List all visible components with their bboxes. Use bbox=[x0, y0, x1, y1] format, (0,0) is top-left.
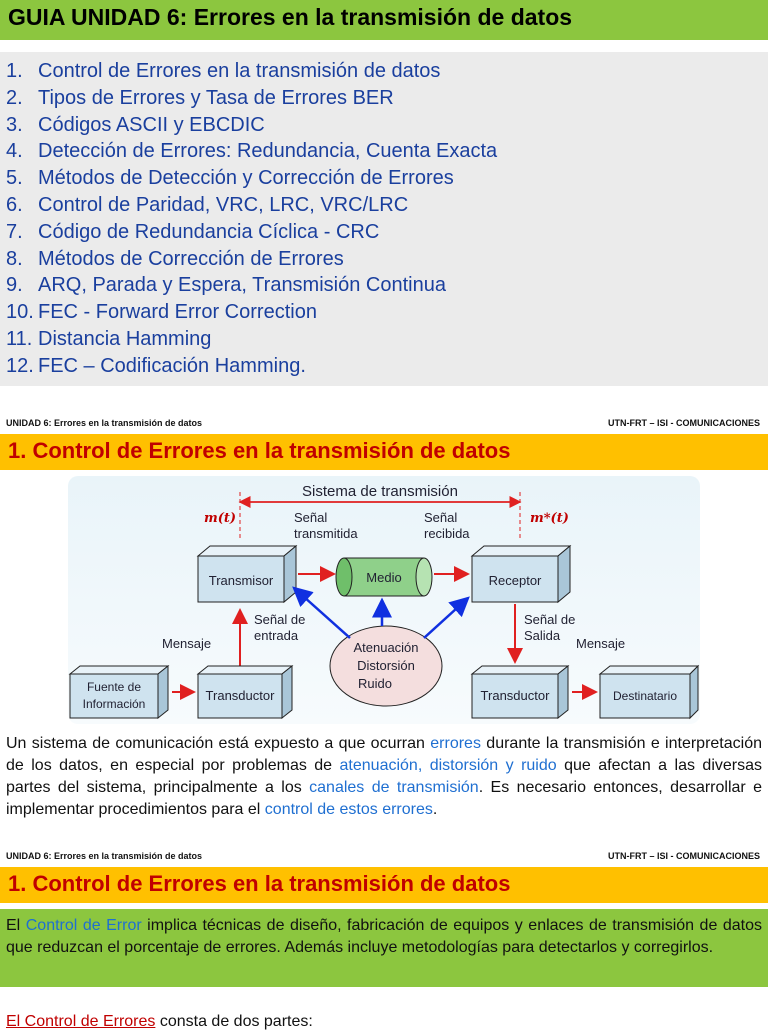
index-text: Código de Redundancia Cíclica - CRC bbox=[38, 220, 380, 243]
index-text: FEC – Codificación Hamming. bbox=[38, 354, 306, 377]
fuente-1: Fuente de bbox=[86, 680, 142, 694]
index-number: 2. bbox=[6, 86, 23, 109]
index-item bbox=[6, 326, 768, 353]
header-right-2: UTN-FRT – ISI - COMUNICACIONES bbox=[608, 851, 760, 861]
medio-label: Medio bbox=[366, 570, 402, 585]
index-item bbox=[6, 272, 768, 299]
page-header-1 bbox=[6, 418, 760, 428]
senal-recibida-1: Señal bbox=[424, 510, 458, 525]
index-item bbox=[6, 58, 768, 85]
transductor-right-label: Transductor bbox=[480, 688, 550, 703]
m-t-label: m(t) bbox=[204, 511, 237, 526]
index-item bbox=[6, 299, 768, 326]
paragraph-2: El Control de Error implica técnicas de diseño, fabricación de equipos y enlaces de transmisión de datos que reduzcan el porcentaje de errores. Además incluye metodologías para detectarlos y corregirlos. bbox=[0, 909, 768, 987]
senal-salida-2: Salida bbox=[524, 628, 561, 643]
senal-recibida-2: recibida bbox=[424, 526, 470, 541]
index-text: Códigos ASCII y EBCDIC bbox=[38, 113, 265, 136]
page-header-2 bbox=[6, 851, 760, 861]
index-text: Métodos de Corrección de Errores bbox=[38, 247, 344, 270]
mensaje-right: Mensaje bbox=[576, 636, 626, 651]
index-item bbox=[6, 192, 768, 219]
index-item bbox=[6, 165, 768, 192]
index-text: ARQ, Parada y Espera, Transmisión Continua bbox=[38, 274, 446, 297]
transmisor-label: Transmisor bbox=[208, 573, 274, 588]
index-number: 11. bbox=[6, 327, 33, 350]
index-number: 5. bbox=[6, 167, 23, 190]
noise-1: Atenuación bbox=[353, 640, 419, 655]
senal-entrada-1: Señal de bbox=[254, 612, 306, 627]
transmission-diagram bbox=[68, 476, 700, 724]
index-text: Métodos de Detección y Corrección de Errores bbox=[38, 167, 454, 190]
paragraph-1: Un sistema de comunicación está expuesto a que ocurran errores durante la transmisión e interpretación de los datos, en especial por problemas de atenuación, distorsión y ruido que afectan a las diversas partes del sistema, principalmente a los canales de transmisión. Es necesario entonces, desarrollar e implementar procedimientos para el control de estos errores. bbox=[6, 735, 763, 818]
fuente-2: Información bbox=[82, 697, 146, 711]
index-number: 9. bbox=[6, 274, 23, 297]
index-list bbox=[0, 52, 768, 386]
m-star-t-label: m*(t) bbox=[530, 511, 569, 526]
index-item bbox=[6, 246, 768, 273]
mensaje-left: Mensaje bbox=[162, 636, 212, 651]
index-number: 10. bbox=[6, 301, 34, 324]
senal-entrada-2: entrada bbox=[254, 628, 299, 643]
noise-3: Ruido bbox=[358, 676, 392, 691]
section-title-2: 1. Control de Errores en la transmisión de datos bbox=[0, 867, 768, 903]
index-number: 12. bbox=[6, 354, 34, 377]
index-item bbox=[6, 138, 768, 165]
index-number: 6. bbox=[6, 193, 23, 216]
guide-title: GUIA UNIDAD 6: Errores en la transmisión de datos bbox=[0, 0, 768, 40]
index-text: Control de Errores en la transmisión de datos bbox=[38, 60, 441, 82]
destinatario-label: Destinatario bbox=[612, 689, 678, 703]
transductor-left-label: Transductor bbox=[205, 688, 275, 703]
senal-transmitida-2: transmitida bbox=[294, 526, 358, 541]
index-item bbox=[6, 353, 768, 380]
index-text: Tipos de Errores y Tasa de Errores BER bbox=[38, 86, 394, 109]
header-left-2: UNIDAD 6: Errores en la transmisión de datos bbox=[6, 851, 203, 861]
index-text: Distancia Hamming bbox=[38, 327, 212, 350]
section-title-1: 1. Control de Errores en la transmisión de datos bbox=[0, 434, 768, 470]
index-number: 7. bbox=[6, 220, 23, 243]
index-text: Detección de Errores: Redundancia, Cuenta Exacta bbox=[38, 140, 498, 163]
index-text: FEC - Forward Error Correction bbox=[38, 301, 317, 324]
index-text: Control de Paridad, VRC, LRC, VRC/LRC bbox=[38, 193, 409, 216]
index-number: 1. bbox=[6, 60, 23, 82]
header-right: UTN-FRT – ISI - COMUNICACIONES bbox=[608, 418, 760, 428]
noise-2: Distorsión bbox=[357, 658, 415, 673]
senal-transmitida-1: Señal bbox=[294, 510, 328, 525]
index-number: 8. bbox=[6, 247, 23, 270]
header-left: UNIDAD 6: Errores en la transmisión de datos bbox=[6, 418, 203, 428]
senal-salida-1: Señal de bbox=[524, 612, 576, 627]
index-item bbox=[6, 112, 768, 139]
index-number: 4. bbox=[6, 140, 23, 163]
index-number: 3. bbox=[6, 113, 23, 136]
system-label: Sistema de transmisión bbox=[302, 483, 458, 500]
index-item bbox=[6, 219, 768, 246]
receptor-label: Receptor bbox=[488, 573, 542, 588]
index-item bbox=[6, 85, 768, 112]
paragraph-3: El Control de Errores consta de dos partes: bbox=[6, 1013, 313, 1030]
